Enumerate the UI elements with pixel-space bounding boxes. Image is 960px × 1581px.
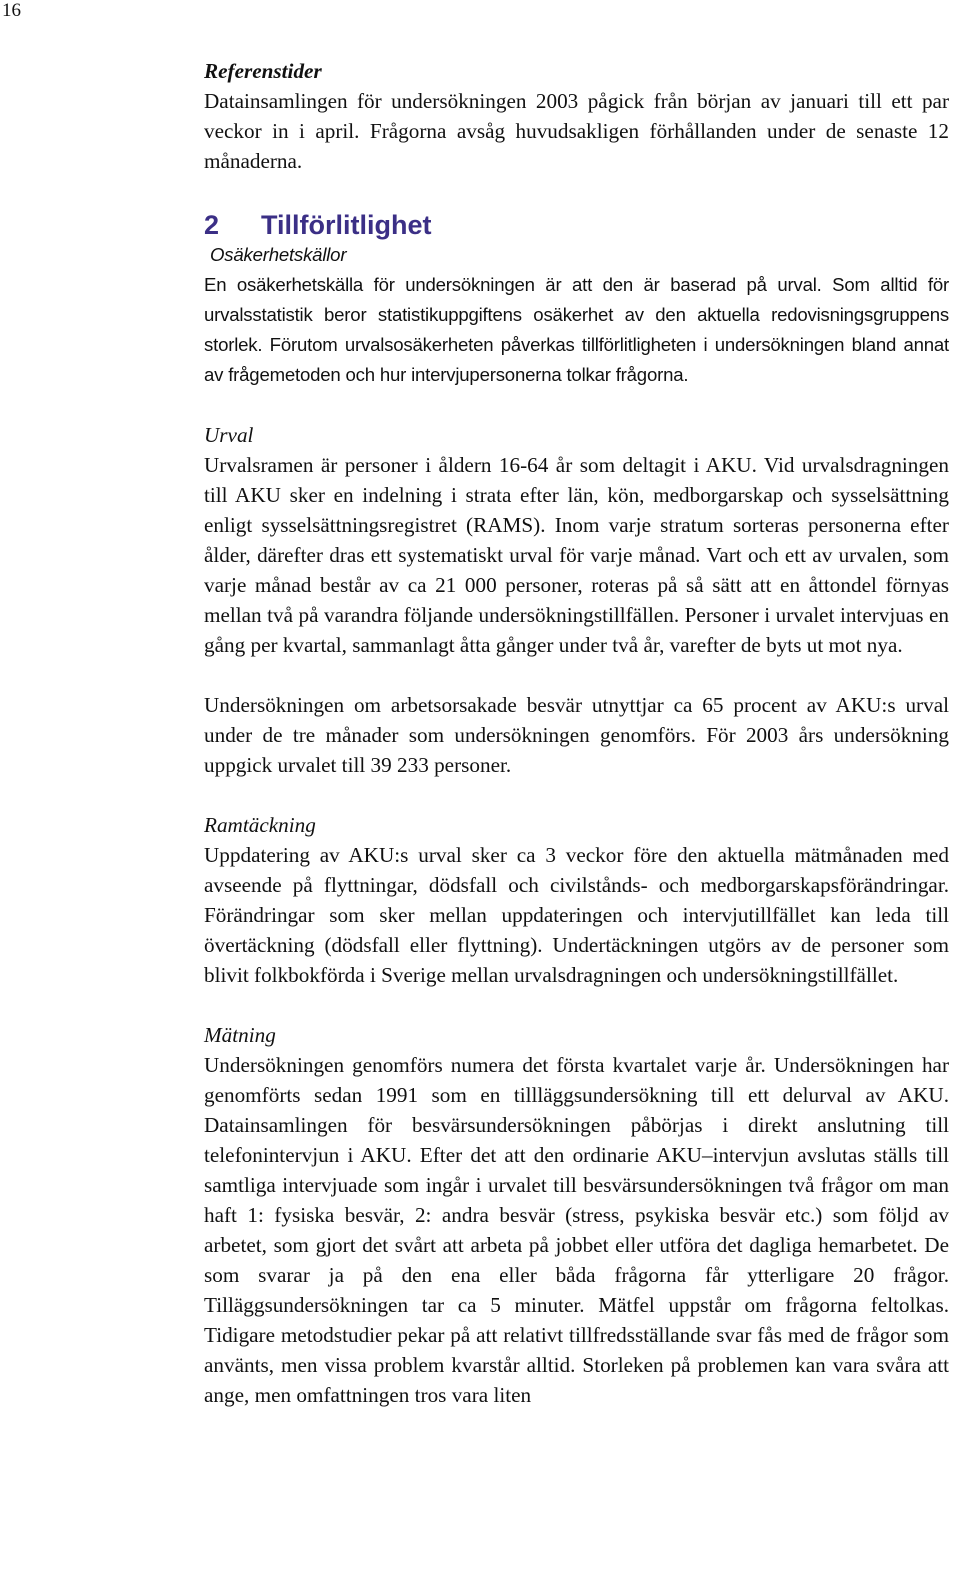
- paragraph-matning: Undersökningen genomförs numera det första kvartalet varje år. Undersökningen har genomförts sedan 1991 som en tillläggsundersökning till ett delurval av AKU. Datainsamlingen för besvärsundersökningen påbörjas i direkt anslutning till telefonintervjun i AKU. Efter det att den ordinarie AKU–intervjun avslutas ställs till samtliga intervjuade som ingår i urvalet till besvärsundersökningen två frågor om man haft 1: fysiska besvär, 2: andra besvär (stress, psykiska besvär etc.) som följd av arbetet, som gjort det svårt att arbeta på jobbet eller utföra det dagliga hemarbetet. De som svarar ja på den ena eller båda frågorna får ytterligare 20 frågor. Tilläggsundersökningen tar ca 5 minuter. Mätfel uppstår om frågorna feltolkas. Tidigare metodstudier pekar på att relativt tillfredsställande svar fås med de frågor som använts, men vissa problem kvarstår alltid. Storleken på problemen kan vara svåra att ange, men omfattningen tros vara liten: [204, 1053, 949, 1407]
- section-referenstider: [204, 56, 949, 176]
- paragraph-urval-1: Urvalsramen är personer i åldern 16-64 år som deltagit i AKU. Vid urvalsdragningen till AKU sker en indelning i strata efter län, kön, medborgarskap och sysselsättning enligt sysselsättningsregistret (RAMS). Inom varje stratum sorteras personerna efter ålder, därefter dras ett systematiskt urval för varje månad. Vart och ett av urvalen, som varje månad består av ca 21 000 personer, roteras på så sätt att en åttondel förnyas mellan två på varandra följande undersökningstillfällen. Personer i urvalet intervjuas en gång per kvartal, sammanlagt åtta gånger under två år, varefter de byts ut mot nya.: [204, 453, 949, 657]
- page-number: 16: [2, 0, 21, 21]
- subhead-urval: Urval: [204, 423, 254, 447]
- chapter-number: 2: [204, 210, 220, 240]
- section-ramtackning: [204, 810, 949, 990]
- paragraph-ramtackning: Uppdatering av AKU:s urval sker ca 3 veckor före den aktuella mätmånaden med avseende på flyttningar, dödsfall och civilstånds- och medborgarskapsförändringar. Förändringar som sker mellan uppdateringen och intervjutillfället kan leda till övertäckning (dödsfall eller flyttning). Undertäckningen utgörs av de personer som blivit folkbokförda i Sverige mellan urvalsdragningen och undersökningstillfället.: [204, 843, 949, 987]
- chapter-title: Tillförlitlighet: [261, 210, 432, 240]
- page-content: [204, 56, 949, 1410]
- section-matning: [204, 1020, 949, 1410]
- subhead-osakerhetskallor: Osäkerhetskällor: [210, 244, 347, 265]
- chapter-heading: [204, 205, 949, 245]
- paragraph-osakerhetskallor: En osäkerhetskälla för undersökningen är att den är baserad på urval. Som alltid för urvalsstatistik beror statistikuppgiftens osäkerhet av den aktuella redovisningsgruppens storlek. Förutom urvalsosäkerheten påverkas tillförlitligheten i undersökningen bland annat av frågemetoden och hur intervjupersonerna tolkar frågorna.: [204, 274, 949, 385]
- section-urval: [204, 420, 949, 780]
- subhead-ramtackning: Ramtäckning: [204, 813, 316, 837]
- subhead-matning: Mätning: [204, 1023, 276, 1047]
- section-osakerhetskallor: [204, 240, 949, 390]
- paragraph-referenstider: Datainsamlingen för undersökningen 2003 pågick från början av januari till ett par veckor in i april. Frågorna avsåg huvudsakligen förhållanden under de senaste 12 månaderna.: [204, 89, 949, 173]
- paragraph-urval-2: Undersökningen om arbetsorsakade besvär utnyttjar ca 65 procent av AKU:s urval under de tre månader som undersökningen genomförs. För 2003 års undersökning uppgick urvalet till 39 233 personer.: [204, 693, 949, 777]
- subhead-referenstider: Referenstider: [204, 59, 322, 83]
